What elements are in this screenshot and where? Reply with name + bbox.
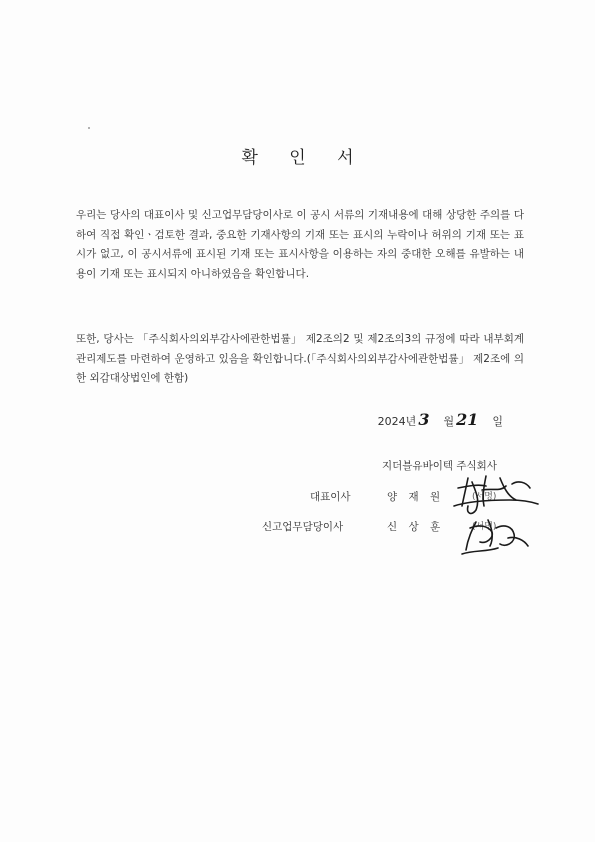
date-month: 3 bbox=[418, 410, 430, 429]
internal-control-paragraph: 또한, 당사는 「주식회사의외부감사에관한법률」 제2조의2 및 제2조의3의 규정에 따라 내부회계관리제도를 마련하여 운영하고 있음을 확인합니다.(「주식회사의외부감사에관한법률」 제2조에 의한 외감대상법인에 한함) bbox=[76, 333, 524, 384]
signing-date bbox=[378, 410, 503, 429]
signature-mark-ceo: (서명) bbox=[472, 492, 497, 502]
signer-role-ceo: 대표이사 bbox=[310, 491, 351, 503]
date-day: 21 bbox=[456, 410, 479, 429]
date-year-unit: 년 bbox=[405, 415, 417, 428]
handwritten-signature-icon bbox=[446, 466, 546, 566]
signer-name-reporting-director: 신 상 훈 bbox=[387, 521, 445, 533]
signer-name-ceo: 양 재 원 bbox=[387, 491, 445, 503]
date-year: 2024 bbox=[377, 415, 406, 428]
company-name: 지더블유바이텍 주식회사 bbox=[382, 460, 497, 472]
confirmation-paragraph: 우리는 당사의 대표이사 및 신고업무담당이사로 이 공시 서류의 기재내용에 대해 상당한 주의를 다하여 직접 확인ㆍ검토한 결과, 중요한 기재사항의 기재 또는 표시의 누락이나 허위의 기재 또는 표시가 없고, 이 공시서류에 표시된 기재 또는 표시사항을 이용하는 자의 중대한 오해를 유발하는 내용이 기재 또는 표시되지 아니하였음을 확인합니다. bbox=[76, 209, 524, 280]
scan-speck bbox=[88, 127, 90, 129]
signer-role-reporting-director: 신고업무담당이사 bbox=[262, 521, 344, 533]
signature-mark-reporting-director: (서명) bbox=[472, 522, 497, 532]
date-month-unit: 월 bbox=[443, 415, 455, 428]
document-title: 확 인 서 bbox=[241, 148, 367, 168]
date-day-unit: 일 bbox=[492, 415, 503, 428]
